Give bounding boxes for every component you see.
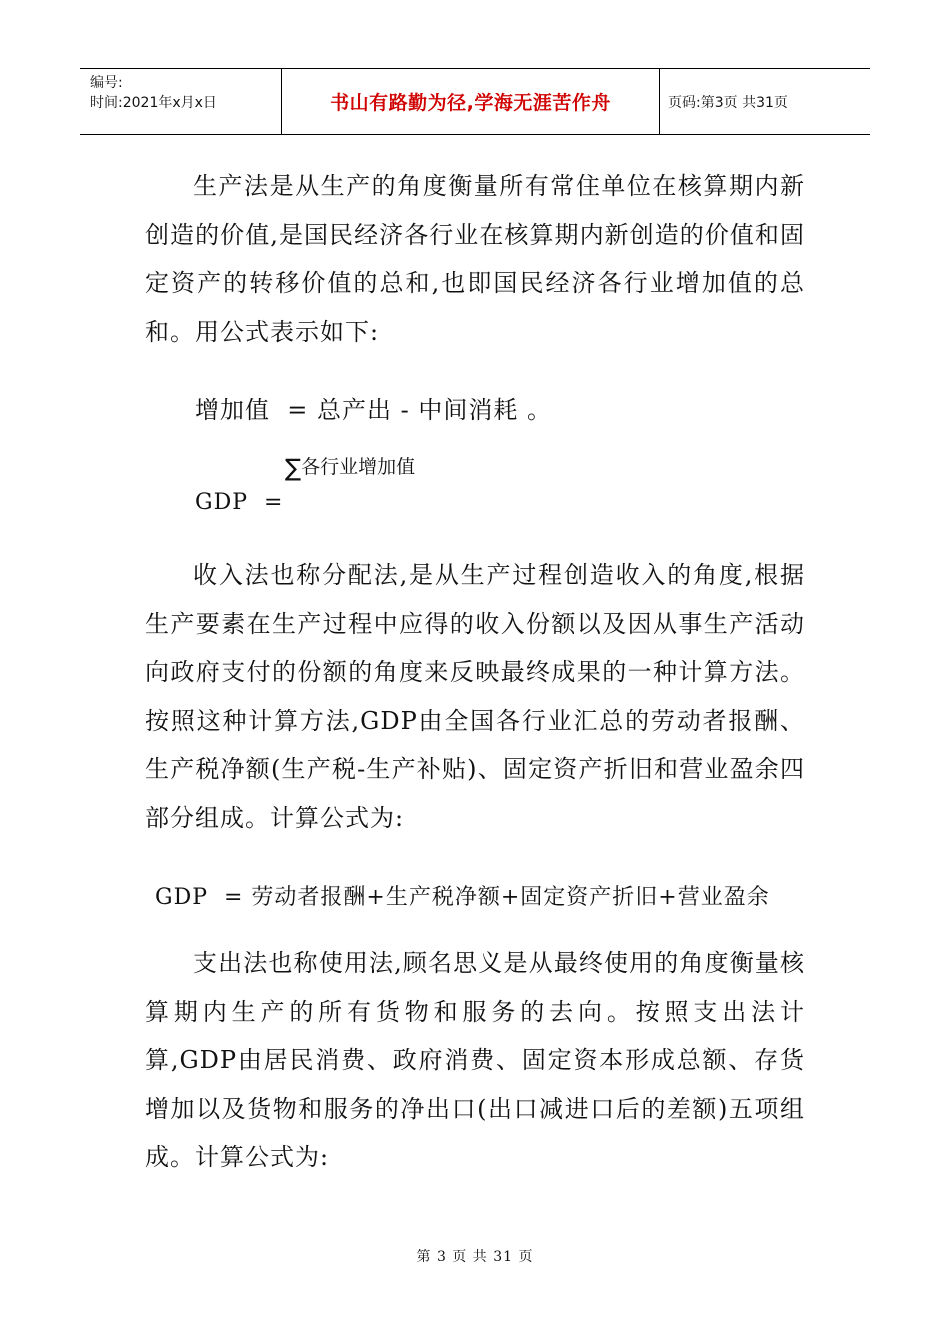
formula-gdp-lhs: GDP = — [195, 490, 284, 515]
document-number-label: 编号: — [90, 75, 123, 91]
formula-value-added: 增加值 = 总产出 - 中间消耗 。 — [195, 396, 552, 424]
sum-term: 各行业增加值 — [301, 456, 416, 478]
document-time-label: 时间:2021年x月x日 — [90, 95, 217, 111]
page-footer: 第 3 页 共 31 页 — [416, 1249, 534, 1265]
paragraph-production-method: 生产法是从生产的角度衡量所有常住单位在核算期内新创造的价值,是国民经济各行业在核算期内新创造的价值和固定资产的转移价值的总和,也即国民经济各行业增加值的总和。用公式表示如下: — [145, 172, 805, 346]
paragraph-expenditure-method: 支出法也称使用法,顾名思义是从最终使用的角度衡量核算期内生产的所有货物和服务的去向。按照支出法计算,GDP由居民消费、政府消费、固定资本形成总额、存货增加以及货物和服务的净出口(出口减进口后的差额)五项组成。计算公式为: — [145, 949, 805, 1171]
header-motto: 书山有路勤为径,学海无涯苦作舟 — [282, 69, 660, 134]
formula-income: GDP = 劳动者报酬+生产税净额+固定资产折旧+营业盈余 — [155, 885, 770, 910]
header-page-info: 页码:第3页 共31页 — [668, 94, 788, 111]
formula-gdp-sum — [285, 452, 415, 482]
page-header — [80, 68, 870, 135]
header-meta-cell — [80, 69, 282, 134]
sum-symbol: ∑ — [285, 454, 302, 482]
paragraph-income-method: 收入法也称分配法,是从生产过程创造收入的角度,根据生产要素在生产过程中应得的收入份额以及因从事生产活动向政府支付的份额的角度来反映最终成果的一种计算方法。按照这种计算方法,GDP由全国各行业汇总的劳动者报酬、生产税净额(生产税-生产补贴)、固定资产折旧和营业盈余四部分组成。计算公式为: — [145, 561, 805, 832]
